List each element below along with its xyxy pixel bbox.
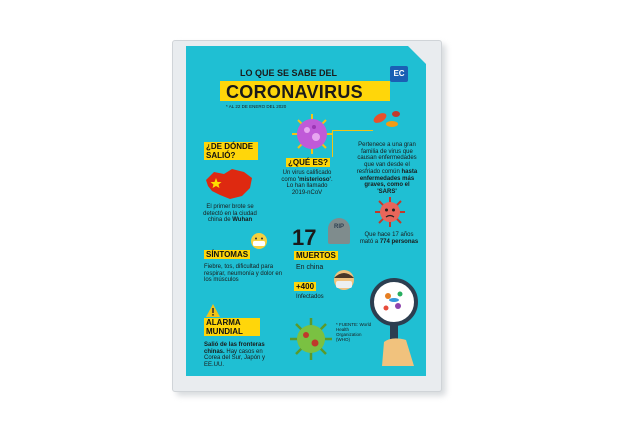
sars-deaths-pre: Que hace 17 años mató a <box>359 232 414 245</box>
alarm-text-bold: Salió de las fronteras chinas. <box>204 342 265 355</box>
warning-icon <box>206 304 220 317</box>
sleeve-corner-fold <box>408 46 426 64</box>
origin-heading: ¿DE DÓNDE SALIÓ? <box>204 142 258 160</box>
sick-face-icon <box>250 232 268 250</box>
what-text-quoted: 'misterioso' <box>297 176 331 183</box>
magnifier-icon <box>370 276 422 366</box>
alarm-text <box>204 342 278 369</box>
tombstone-icon <box>328 218 350 244</box>
origin-city: Wuhan <box>232 217 253 224</box>
alarm-text-post: Hay casos en Corea del Sur, Japón y EE.UU. <box>204 348 266 369</box>
origin-text <box>202 204 258 224</box>
what-heading: ¿QUÉ ES? <box>288 158 329 167</box>
deaths-number: 17 <box>292 225 317 250</box>
source-note: * FUENTE: World Health Organization (WHO) <box>336 322 372 343</box>
family-text <box>354 142 420 196</box>
deaths-label: MUERTOS <box>296 251 336 260</box>
family-text-pre: Pertenece a una gran familia de virus que causan enfermedades que van desde el resfriado común <box>356 142 417 175</box>
family-text-bold: hasta enfermedades más graves, como el 'SARS' <box>359 168 418 196</box>
masked-person-icon <box>332 268 356 294</box>
symptoms-heading: SÍNTOMAS <box>206 250 249 259</box>
infographic-poster <box>186 46 426 376</box>
what-text-post: . Lo han llamado 2019-nCoV <box>286 176 333 197</box>
origin-text-pre: El primer brote se detectó en la ciudad china de <box>203 204 257 224</box>
red-virus-icon <box>374 196 406 228</box>
tombstone-text: RIP <box>333 224 344 230</box>
ec-badge <box>390 66 408 82</box>
deaths-place: En china <box>296 264 324 271</box>
ec-badge-label: EC <box>393 69 405 78</box>
purple-virus-icon <box>290 112 334 156</box>
what-text-pre: Un virus calificado como <box>281 170 332 183</box>
alarm-heading: ALARMA MUNDIAL <box>204 318 260 336</box>
title-line-1: LO QUE SE SABE DEL <box>240 68 338 78</box>
china-map-icon <box>202 166 256 202</box>
sars-deaths-text <box>358 232 420 245</box>
what-text <box>278 170 336 197</box>
green-virus-icon <box>288 316 334 362</box>
title-line-2: CORONAVIRUS <box>226 82 363 102</box>
symptoms-text: Fiebre, tos, dificultad para respirar, neumonía y dolor en los músculos <box>204 264 283 284</box>
date-note: * AL 22 DE ENERO DEL 2020 <box>226 104 287 109</box>
infected-label: Infectados <box>296 294 324 300</box>
infected-number: +400 <box>296 282 315 291</box>
bacteria-icon <box>370 108 404 134</box>
sars-deaths-bold: 774 personas <box>379 238 419 245</box>
